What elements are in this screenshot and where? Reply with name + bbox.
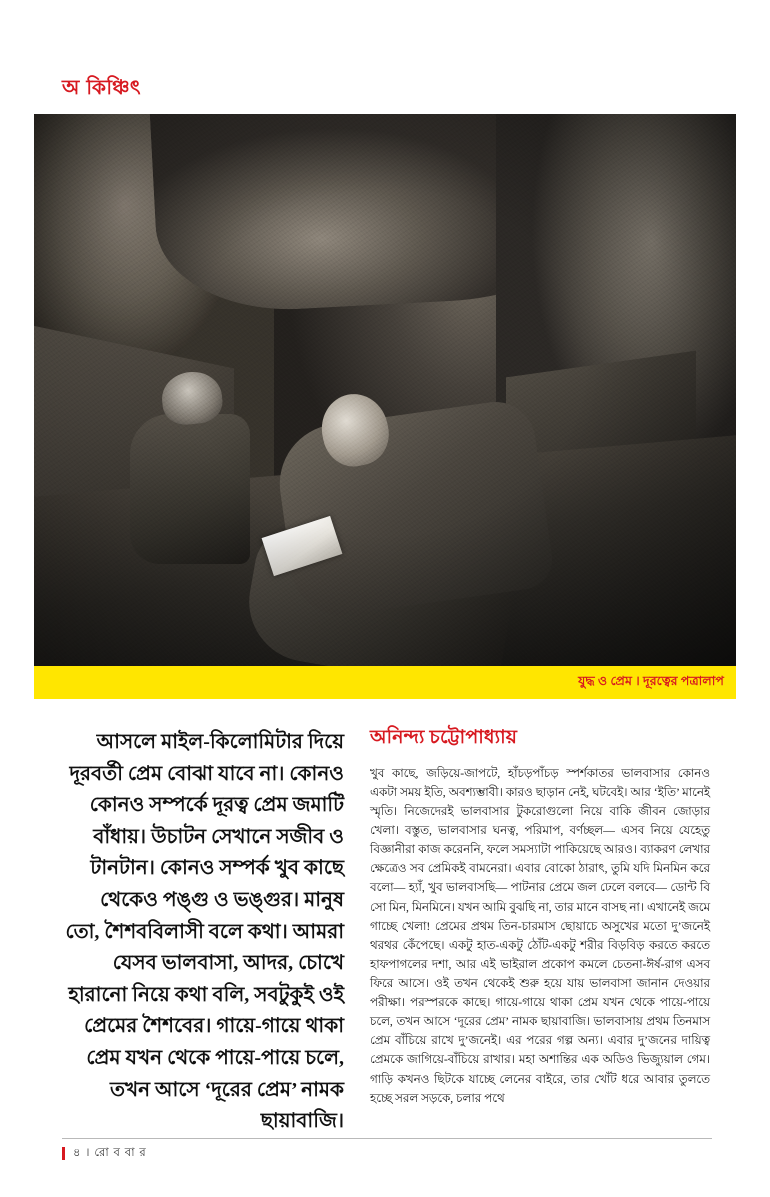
intro-column [62,727,344,1133]
article-intro: আসলে মাইল-কিলোমিটার দিয়ে দূরবর্তী প্রেম বোঝা যাবে না। কোনও কোনও সম্পর্কে দূরত্ব প্রেম জমাটি বাঁধায়। উচাটন সেখানে সজীব ও টানটান। কোনও সম্পর্ক খুব কাছে থেকেও পঙ্গু ও ভঙ্গুর। মানুষ তো, শৈশববিলাসী বলে কথা। আমরা যেসব ভালবাসা, আদর, চোখে হারানো নিয়ে কথা বলি, সবটুকুই ওই প্রেমের শৈশবের। গায়ে-গায়ে থাকা প্রেম যখন থেকে পায়ে-পায়ে চলে, তখন আসে ‘দূরের প্রেম’ নামক ছায়াবাজি। [65,731,344,1133]
trench-photo [34,114,736,666]
article-body [370,764,710,1108]
footer-divider [62,1138,712,1139]
photo-caption-bar [34,666,736,699]
body-column [370,727,710,1127]
article-body-paragraph: খুব কাছে, জড়িয়ে-জাপটে, হাঁচড়পাঁচড় স্পর্শকাতর ভালবাসার কোনও একটা সময় ইতি, অবশ্যম্ভাবী। কারও ছাড়ান নেই, ঘটবেই। আর ‘ইতি’ মানেই স্মৃতি। নিজেদেরই ভালবাসার টুকরোগুলো নিয়ে বাকি জীবন জোড়ার খেলা। বস্তুত, ভালবাসার ঘনত্ব, পরিমাপ, বর্ণচ্ছল— এসব নিয়ে যেহেতু বিজ্ঞানীরা কাজ করেননি, ফলে সমস্যাটা পাকিয়েছে আরও। ব্যাকরণ লেখার ক্ষেত্রেও সব প্রেমিকই বামনেরা। এবার বোকো ঠারাৎ, তুমি যদি মিনমিন করে বলো— হ্যাঁ, খুব ভালবাসছি— পাটনার প্রেমে জল ঢেলে বলবে— ডোন্ট বি সো মিন, মিনমিনে। যখন আমি বুঝছি না, তার মানে বাসছ না। এখানেই জমে গাচ্ছে খেলা! প্রেমের প্রথম তিন-চারমাস ছোয়াচে অসুখের মতো দু’জনেই থরথর কেঁপেছে। একটু হাত-একটু ঠোঁট-একটু শরীর বিড়বিড় করতে করতে হাফপাগলের দশা, আর এই ভাইরাল প্রকোপ কমলে চেতনা-ঈর্ষ-রাগ এসব ফিরে আসে। ওই তখন থেকেই শুরু হয়ে যায় ভালবাসা জানান দেওয়ার পরীক্ষা। পরস্পরকে কাছে। গায়ে-গায়ে থাকা প্রেম যখন থেকে পায়ে-পায়ে চলে, তখন আসে ‘দূরের প্রেম’ নামক ছায়াবাজি। ভালবাসায় প্রথম তিনমাস প্রেম বাঁচিয়ে রাখে দু’জনেই। এর পরের গল্প অন্য। এবার দু’জনের দায়িত্ব প্রেমকে জাগিয়ে-বাঁচিয়ে রাখার। মহা অশান্তির এক অডিও ভিজ্যুয়াল গেম। গাড়ি কখনও ছিটকে যাচ্ছে লেনের বাইরে, তার খোঁট ধরে আবার তুলতে হচ্ছে সরল সড়কে, চলার পথে [370,765,710,1105]
photo-block [34,114,736,699]
photo-caption: যুদ্ধ ও প্রেম । দূরত্বের পত্রালাপ [578,673,724,688]
article-columns [62,727,710,1133]
kicker-mark: অ [62,77,80,99]
author-byline: অনিন্দ্য চট্টোপাধ্যায় [370,727,518,748]
page-footer [62,1144,712,1163]
photo-vignette [34,114,736,666]
page-kicker [62,78,712,108]
page-folio: ৪ । রো ব বা র [73,1147,147,1159]
kicker-title: কিঞ্চিৎ [86,77,141,99]
footer-accent-bar [62,1147,65,1160]
